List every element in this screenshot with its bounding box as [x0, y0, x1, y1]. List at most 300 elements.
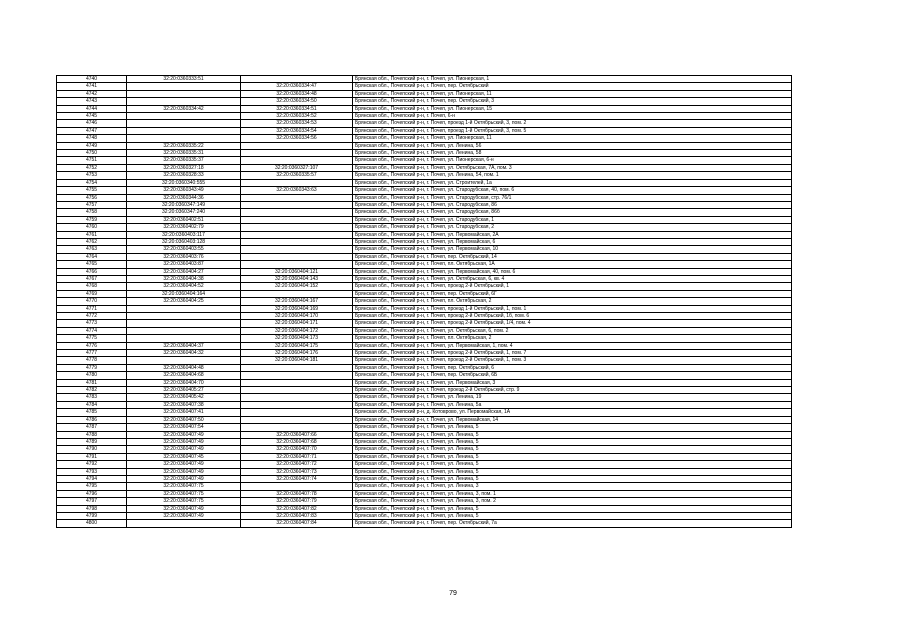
- row-number-cell: 4769: [57, 290, 127, 297]
- building-number-cell: [241, 231, 353, 238]
- building-number-cell: 32:20:0360404:175: [241, 342, 353, 349]
- parcel-number-cell: [127, 120, 241, 127]
- row-number-cell: 4762: [57, 238, 127, 245]
- parcel-number-cell: 32:20:0360404:70: [127, 379, 241, 386]
- row-number-cell: 4788: [57, 431, 127, 438]
- table-row: [57, 135, 792, 142]
- table-row: [57, 164, 792, 171]
- address-cell: Брянская обл., Почепский р-н, г. Почеп, пл. Октябрьская, 1А: [353, 261, 792, 268]
- address-cell: Брянская обл., Почепский р-н, д. Котоврово, ул. Первомайская, 1А: [353, 409, 792, 416]
- row-number-cell: 4798: [57, 505, 127, 512]
- row-number-cell: 4792: [57, 461, 127, 468]
- table-row: [57, 424, 792, 431]
- address-cell: Брянская обл., Почепский р-н, г. Почеп, ул. Первомайская, 3: [353, 379, 792, 386]
- row-number-cell: 4791: [57, 453, 127, 460]
- address-cell: Брянская обл., Почепский р-н, г. Почеп, ул. Первомайская, 1, пом. 4: [353, 342, 792, 349]
- address-cell: Брянская обл., Почепский р-н, г. Почеп, ул. Первомайская, 40, пом. 6: [353, 268, 792, 275]
- table-row: [57, 490, 792, 497]
- parcel-number-cell: [127, 135, 241, 142]
- building-number-cell: [241, 416, 353, 423]
- building-number-cell: 32:20:0360407:83: [241, 512, 353, 519]
- parcel-number-cell: [127, 83, 241, 90]
- row-number-cell: 4785: [57, 409, 127, 416]
- building-number-cell: [241, 224, 353, 231]
- table-row: [57, 246, 792, 253]
- table-row: [57, 179, 792, 186]
- parcel-number-cell: 32:20:0360335:37: [127, 157, 241, 164]
- table-row: [57, 401, 792, 408]
- building-number-cell: 32:20:0360407:68: [241, 438, 353, 445]
- row-number-cell: 4780: [57, 372, 127, 379]
- building-number-cell: 32:20:0360407:82: [241, 505, 353, 512]
- table-row: [57, 505, 792, 512]
- address-cell: Брянская обл., Почепский р-н, г. Почеп, ул. Стародубская, 1: [353, 216, 792, 223]
- building-number-cell: 32:20:0360404:171: [241, 320, 353, 327]
- table-row: [57, 209, 792, 216]
- building-number-cell: 32:20:0360334:54: [241, 127, 353, 134]
- parcel-number-cell: 32:20:0360407:75: [127, 483, 241, 490]
- address-cell: Брянская обл., Почепский р-н, г. Почеп, ул. Ленина, 58: [353, 150, 792, 157]
- table-row: [57, 194, 792, 201]
- page-number: 79: [449, 590, 457, 597]
- table-row: [57, 261, 792, 268]
- row-number-cell: 4757: [57, 201, 127, 208]
- address-cell: Брянская обл., Почепский р-н, г. Почеп, проезд 2-й Октябрьский, 1: [353, 283, 792, 290]
- row-number-cell: 4786: [57, 416, 127, 423]
- table-row: [57, 298, 792, 305]
- building-number-cell: 32:20:0360407:78: [241, 490, 353, 497]
- parcel-number-cell: 32:20:0360407:75: [127, 490, 241, 497]
- table-row: [57, 313, 792, 320]
- parcel-number-cell: 32:20:0360407:49: [127, 505, 241, 512]
- building-number-cell: 32:20:0360334:53: [241, 120, 353, 127]
- building-number-cell: [241, 424, 353, 431]
- row-number-cell: 4756: [57, 194, 127, 201]
- address-cell: Брянская обл., Почепский р-н, г. Почеп, ул. Пионерская, 1: [353, 76, 792, 83]
- building-number-cell: [241, 194, 353, 201]
- parcel-number-cell: 32:20:0360407:45: [127, 453, 241, 460]
- row-number-cell: 4750: [57, 150, 127, 157]
- address-cell: Брянская обл., Почепский р-н, г. Почеп, проезд 1-й Октябрьский, 3, пом. 2: [353, 120, 792, 127]
- building-number-cell: 32:20:0360334:50: [241, 98, 353, 105]
- table-row: [57, 290, 792, 297]
- building-number-cell: [241, 76, 353, 83]
- building-number-cell: 32:20:0360334:47: [241, 83, 353, 90]
- row-number-cell: 4771: [57, 305, 127, 312]
- parcel-number-cell: 32:20:0360407:49: [127, 468, 241, 475]
- table-row: [57, 357, 792, 364]
- row-number-cell: 4784: [57, 401, 127, 408]
- parcel-number-cell: [127, 98, 241, 105]
- parcel-number-cell: 32:20:0360327:18: [127, 164, 241, 171]
- parcel-number-cell: 32:20:0360407:75: [127, 498, 241, 505]
- row-number-cell: 4764: [57, 253, 127, 260]
- address-cell: Брянская обл., Почепский р-н, г. Почеп, ул. Ленина, 5: [353, 512, 792, 519]
- building-number-cell: 32:20:0360404:152: [241, 283, 353, 290]
- address-cell: Брянская обл., Почепский р-н, г. Почеп, ул. Пионерская, 11: [353, 90, 792, 97]
- row-number-cell: 4797: [57, 498, 127, 505]
- address-cell: Брянская обл., Почепский р-н, г. Почеп, ул. Строителей, 1а: [353, 179, 792, 186]
- parcel-number-cell: [127, 313, 241, 320]
- address-cell: Брянская обл., Почепский р-н, г. Почеп, пер. Октябрьский, 7а: [353, 520, 792, 527]
- table-row: [57, 394, 792, 401]
- row-number-cell: 4744: [57, 105, 127, 112]
- building-number-cell: [241, 394, 353, 401]
- table-row: [57, 498, 792, 505]
- parcel-number-cell: 32:20:0360407:54: [127, 424, 241, 431]
- building-number-cell: [241, 150, 353, 157]
- building-number-cell: [241, 209, 353, 216]
- building-number-cell: [241, 483, 353, 490]
- row-number-cell: 4772: [57, 313, 127, 320]
- address-cell: Брянская обл., Почепский р-н, г. Почеп, ул. Стародубская, стр. 76/1: [353, 194, 792, 201]
- address-cell: Брянская обл., Почепский р-н, г. Почеп, ул. Октябрьская, 6, кв. 4: [353, 275, 792, 282]
- address-cell: Брянская обл., Почепский р-н, г. Почеп, ул. Стародубская, 40, пом. 6: [353, 187, 792, 194]
- parcel-number-cell: 32:20:0360340:555: [127, 179, 241, 186]
- address-cell: Брянская обл., Почепский р-н, г. Почеп, ул. Ленина, 3, пом. 1: [353, 490, 792, 497]
- parcel-number-cell: 32:20:0360403:87: [127, 261, 241, 268]
- address-cell: Брянская обл., Почепский р-н, г. Почеп, ул. Ленина, 3, пом. 2: [353, 498, 792, 505]
- table-row: [57, 275, 792, 282]
- parcel-number-cell: 32:20:0360328:33: [127, 172, 241, 179]
- parcel-number-cell: 32:20:0360407:38: [127, 401, 241, 408]
- building-number-cell: [241, 364, 353, 371]
- parcel-number-cell: 32:20:0360407:41: [127, 409, 241, 416]
- table-row: [57, 83, 792, 90]
- address-cell: Брянская обл., Почепский р-н, г. Почеп, ул. Первомайская, 10: [353, 246, 792, 253]
- building-number-cell: [241, 216, 353, 223]
- table-row: [57, 379, 792, 386]
- parcel-number-cell: 32:20:0360404:25: [127, 298, 241, 305]
- address-cell: Брянская обл., Почепский р-н, г. Почеп, пер. Октябрьский, 6Б: [353, 372, 792, 379]
- address-cell: Брянская обл., Почепский р-н, г. Почеп, проезд 2-й Октябрьский, стр. 9: [353, 387, 792, 394]
- row-number-cell: 4795: [57, 483, 127, 490]
- parcel-number-cell: 32:20:0360405:27: [127, 387, 241, 394]
- row-number-cell: 4752: [57, 164, 127, 171]
- table-row: [57, 483, 792, 490]
- parcel-number-cell: 32:20:0360343:49: [127, 187, 241, 194]
- parcel-number-cell: 32:20:0360405:42: [127, 394, 241, 401]
- registry-table-body: [57, 76, 792, 528]
- row-number-cell: 4793: [57, 468, 127, 475]
- row-number-cell: 4746: [57, 120, 127, 127]
- building-number-cell: 32:20:0360407:79: [241, 498, 353, 505]
- table-row: [57, 453, 792, 460]
- row-number-cell: 4783: [57, 394, 127, 401]
- parcel-number-cell: 32:20:0360333:51: [127, 76, 241, 83]
- row-number-cell: 4789: [57, 438, 127, 445]
- building-number-cell: 32:20:0360404:173: [241, 335, 353, 342]
- row-number-cell: 4745: [57, 113, 127, 120]
- table-row: [57, 253, 792, 260]
- building-number-cell: [241, 238, 353, 245]
- table-row: [57, 216, 792, 223]
- building-number-cell: 32:20:0360404:121: [241, 268, 353, 275]
- row-number-cell: 4766: [57, 268, 127, 275]
- parcel-number-cell: 32:20:0360407:49: [127, 475, 241, 482]
- row-number-cell: 4759: [57, 216, 127, 223]
- table-row: [57, 150, 792, 157]
- address-cell: Брянская обл., Почепский р-н, г. Почеп, ул. Стародубская, 2: [353, 224, 792, 231]
- building-number-cell: [241, 179, 353, 186]
- row-number-cell: 4755: [57, 187, 127, 194]
- address-cell: Брянская обл., Почепский р-н, г. Почеп, ул. Ленина, 5: [353, 438, 792, 445]
- row-number-cell: 4794: [57, 475, 127, 482]
- building-number-cell: 32:20:0360327:107: [241, 164, 353, 171]
- row-number-cell: 4796: [57, 490, 127, 497]
- row-number-cell: 4761: [57, 231, 127, 238]
- building-number-cell: 32:20:0360404:167: [241, 298, 353, 305]
- row-number-cell: 4742: [57, 90, 127, 97]
- parcel-number-cell: 32:20:0360404:38: [127, 275, 241, 282]
- row-number-cell: 4751: [57, 157, 127, 164]
- building-number-cell: 32:20:0360404:169: [241, 305, 353, 312]
- row-number-cell: 4758: [57, 209, 127, 216]
- table-row: [57, 172, 792, 179]
- row-number-cell: 4763: [57, 246, 127, 253]
- table-row: [57, 431, 792, 438]
- parcel-number-cell: 32:20:0360347:149: [127, 201, 241, 208]
- building-number-cell: [241, 253, 353, 260]
- address-cell: Брянская обл., Почепский р-н, г. Почеп, проезд 2-й Октябрьский, 1б, пом. 6: [353, 313, 792, 320]
- address-cell: Брянская обл., Почепский р-н, г. Почеп, ул. Первомайская, 2А: [353, 231, 792, 238]
- row-number-cell: 4767: [57, 275, 127, 282]
- parcel-number-cell: 32:20:0360404:68: [127, 372, 241, 379]
- table-row: [57, 90, 792, 97]
- table-row: [57, 283, 792, 290]
- parcel-number-cell: 32:20:0360403:76: [127, 253, 241, 260]
- parcel-number-cell: 32:20:0360404:52: [127, 283, 241, 290]
- row-number-cell: 4800: [57, 520, 127, 527]
- address-cell: Брянская обл., Почепский р-н, г. Почеп, ул. Ленина, 5: [353, 424, 792, 431]
- row-number-cell: 4747: [57, 127, 127, 134]
- building-number-cell: 32:20:0360334:56: [241, 135, 353, 142]
- row-number-cell: 4790: [57, 446, 127, 453]
- row-number-cell: 4765: [57, 261, 127, 268]
- building-number-cell: 32:20:0360404:172: [241, 327, 353, 334]
- table-row: [57, 387, 792, 394]
- address-cell: Брянская обл., Почепский р-н, г. Почеп, проезд 1-й Октябрьский, 1, пом. 1: [353, 305, 792, 312]
- parcel-number-cell: 32:20:0360407:50: [127, 416, 241, 423]
- address-cell: Брянская обл., Почепский р-н, г. Почеп, ул. Ленина, 5: [353, 468, 792, 475]
- building-number-cell: 32:20:0360404:181: [241, 357, 353, 364]
- building-number-cell: [241, 157, 353, 164]
- parcel-number-cell: 32:20:0360407:49: [127, 431, 241, 438]
- building-number-cell: 32:20:0360407:72: [241, 461, 353, 468]
- table-row: [57, 364, 792, 371]
- building-number-cell: [241, 290, 353, 297]
- table-row: [57, 512, 792, 519]
- address-cell: Брянская обл., Почепский р-н, г. Почеп, пер. Октябрьский, 6: [353, 364, 792, 371]
- building-number-cell: 32:20:0360407:84: [241, 520, 353, 527]
- table-row: [57, 372, 792, 379]
- address-cell: Брянская обл., Почепский р-н, г. Почеп, 6-н: [353, 113, 792, 120]
- table-row: [57, 120, 792, 127]
- table-row: [57, 446, 792, 453]
- address-cell: Брянская обл., Почепский р-н, г. Почеп, ул. Первомайская, 6: [353, 238, 792, 245]
- parcel-number-cell: [127, 113, 241, 120]
- table-row: [57, 350, 792, 357]
- building-number-cell: [241, 261, 353, 268]
- row-number-cell: 4753: [57, 172, 127, 179]
- address-cell: Брянская обл., Почепский р-н, г. Почеп, ул. Октябрьская, 6, пом. 2: [353, 327, 792, 334]
- address-cell: Брянская обл., Почепский р-н, г. Почеп, ул. Пионерская, 15: [353, 105, 792, 112]
- building-number-cell: [241, 409, 353, 416]
- row-number-cell: 4774: [57, 327, 127, 334]
- parcel-number-cell: 32:20:0360402:79: [127, 224, 241, 231]
- building-number-cell: 32:20:0360335:57: [241, 172, 353, 179]
- parcel-number-cell: 32:20:0360403:117: [127, 231, 241, 238]
- parcel-number-cell: [127, 90, 241, 97]
- table-row: [57, 342, 792, 349]
- parcel-number-cell: 32:20:0360407:49: [127, 461, 241, 468]
- address-cell: Брянская обл., Почепский р-н, г. Почеп, ул. Пионерская, 11: [353, 135, 792, 142]
- building-number-cell: [241, 246, 353, 253]
- row-number-cell: 4776: [57, 342, 127, 349]
- parcel-number-cell: 32:20:0360407:49: [127, 512, 241, 519]
- parcel-number-cell: [127, 320, 241, 327]
- building-number-cell: [241, 379, 353, 386]
- building-number-cell: [241, 142, 353, 149]
- parcel-number-cell: 32:20:0360407:49: [127, 446, 241, 453]
- building-number-cell: 32:20:0360407:74: [241, 475, 353, 482]
- address-cell: Брянская обл., Почепский р-н, г. Почеп, ул. Октябрьская, 7А, пом. 3: [353, 164, 792, 171]
- parcel-number-cell: 32:20:0360404:32: [127, 350, 241, 357]
- table-row: [57, 238, 792, 245]
- address-cell: Брянская обл., Почепский р-н, г. Почеп, ул. Ленина, 5а: [353, 401, 792, 408]
- row-number-cell: 4740: [57, 76, 127, 83]
- parcel-number-cell: 32:20:0360404:27: [127, 268, 241, 275]
- parcel-number-cell: 32:20:0360404:48: [127, 364, 241, 371]
- table-row: [57, 187, 792, 194]
- address-cell: Брянская обл., Почепский р-н, г. Почеп, пл. Октябрьская, 2: [353, 298, 792, 305]
- address-cell: Брянская обл., Почепский р-н, г. Почеп, ул. Ленина, 19: [353, 394, 792, 401]
- building-number-cell: 32:20:0360404:143: [241, 275, 353, 282]
- address-cell: Брянская обл., Почепский р-н, г. Почеп, ул. Ленина, 5: [353, 453, 792, 460]
- table-row: [57, 76, 792, 83]
- table-row: [57, 142, 792, 149]
- table-row: [57, 268, 792, 275]
- parcel-number-cell: [127, 520, 241, 527]
- building-number-cell: 32:20:0360404:176: [241, 350, 353, 357]
- table-row: [57, 231, 792, 238]
- row-number-cell: 4748: [57, 135, 127, 142]
- table-row: [57, 409, 792, 416]
- address-cell: Брянская обл., Почепский р-н, г. Почеп, пл. Октябрьская, 2: [353, 335, 792, 342]
- address-cell: Брянская обл., Почепский р-н, г. Почеп, ул. Ленина, 5: [353, 461, 792, 468]
- parcel-number-cell: 32:20:0360404:37: [127, 342, 241, 349]
- address-cell: Брянская обл., Почепский р-н, г. Почеп, пер. Октябрьский, 3: [353, 98, 792, 105]
- address-cell: Брянская обл., Почепский р-н, г. Почеп, ул. Ленина, 56: [353, 142, 792, 149]
- parcel-number-cell: [127, 127, 241, 134]
- address-cell: Брянская обл., Почепский р-н, г. Почеп, пер. Октябрьский, 14: [353, 253, 792, 260]
- building-number-cell: 32:20:0360407:70: [241, 446, 353, 453]
- row-number-cell: 4775: [57, 335, 127, 342]
- building-number-cell: 32:20:0360334:48: [241, 90, 353, 97]
- row-number-cell: 4773: [57, 320, 127, 327]
- parcel-number-cell: 32:20:0360335:22: [127, 142, 241, 149]
- table-row: [57, 98, 792, 105]
- address-cell: Брянская обл., Почепский р-н, г. Почеп, проезд 2-й Октябрьский, 1/4, пом. 4: [353, 320, 792, 327]
- row-number-cell: 4778: [57, 357, 127, 364]
- table-row: [57, 520, 792, 527]
- building-number-cell: 32:20:0360343:63: [241, 187, 353, 194]
- address-cell: Брянская обл., Почепский р-н, г. Почеп, проезд 2-й Октябрьский, 1, пом. 7: [353, 350, 792, 357]
- address-cell: Брянская обл., Почепский р-н, г. Почеп, ул. Стародубская, 86: [353, 201, 792, 208]
- table-row: [57, 335, 792, 342]
- row-number-cell: 4749: [57, 142, 127, 149]
- building-number-cell: 32:20:0360407:66: [241, 431, 353, 438]
- row-number-cell: 4779: [57, 364, 127, 371]
- address-cell: Брянская обл., Почепский р-н, г. Почеп, ул. Ленина, 3: [353, 483, 792, 490]
- table-row: [57, 224, 792, 231]
- table-row: [57, 113, 792, 120]
- address-cell: Брянская обл., Почепский р-н, г. Почеп, пер. Октябрьский, 6Г: [353, 290, 792, 297]
- address-cell: Брянская обл., Почепский р-н, г. Почеп, ул. Ленина, 54, пом. 1: [353, 172, 792, 179]
- table-row: [57, 327, 792, 334]
- building-number-cell: [241, 372, 353, 379]
- building-number-cell: 32:20:0360407:73: [241, 468, 353, 475]
- address-cell: Брянская обл., Почепский р-н, г. Почеп, пер. Октябрьский: [353, 83, 792, 90]
- address-cell: Брянская обл., Почепский р-н, г. Почеп, ул. Ленина, 5: [353, 505, 792, 512]
- address-cell: Брянская обл., Почепский р-н, г. Почеп, проезд 2-й Октябрьский, 1, пом. 3: [353, 357, 792, 364]
- parcel-number-cell: 32:20:0360335:31: [127, 150, 241, 157]
- building-number-cell: [241, 387, 353, 394]
- building-number-cell: 32:20:0360404:170: [241, 313, 353, 320]
- row-number-cell: 4777: [57, 350, 127, 357]
- parcel-number-cell: 32:20:0360407:49: [127, 438, 241, 445]
- registry-table: [56, 75, 792, 528]
- building-number-cell: 32:20:0360334:52: [241, 113, 353, 120]
- row-number-cell: 4799: [57, 512, 127, 519]
- parcel-number-cell: [127, 335, 241, 342]
- table-row: [57, 157, 792, 164]
- table-row: [57, 320, 792, 327]
- address-cell: Брянская обл., Почепский р-н, г. Почеп, ул. Ленина, 5: [353, 475, 792, 482]
- table-row: [57, 127, 792, 134]
- address-cell: Брянская обл., Почепский р-н, г. Почеп, проезд 1-й Октябрьский, 3, пом. 5: [353, 127, 792, 134]
- building-number-cell: [241, 201, 353, 208]
- table-row: [57, 201, 792, 208]
- row-number-cell: 4754: [57, 179, 127, 186]
- parcel-number-cell: 32:20:0360334:42: [127, 105, 241, 112]
- address-cell: Брянская обл., Почепский р-н, г. Почеп, ул. Пионерская, 6-н: [353, 157, 792, 164]
- parcel-number-cell: 32:20:0360404:164: [127, 290, 241, 297]
- row-number-cell: 4782: [57, 387, 127, 394]
- building-number-cell: [241, 401, 353, 408]
- row-number-cell: 4787: [57, 424, 127, 431]
- row-number-cell: 4760: [57, 224, 127, 231]
- parcel-number-cell: [127, 327, 241, 334]
- row-number-cell: 4770: [57, 298, 127, 305]
- parcel-number-cell: [127, 357, 241, 364]
- row-number-cell: 4768: [57, 283, 127, 290]
- row-number-cell: 4781: [57, 379, 127, 386]
- table-row: [57, 475, 792, 482]
- row-number-cell: 4743: [57, 98, 127, 105]
- address-cell: Брянская обл., Почепский р-н, г. Почеп, ул. Ленина, 5: [353, 446, 792, 453]
- table-row: [57, 438, 792, 445]
- address-cell: Брянская обл., Почепский р-н, г. Почеп, ул. Первомайская, 14: [353, 416, 792, 423]
- parcel-number-cell: 32:20:0360344:36: [127, 194, 241, 201]
- parcel-number-cell: 32:20:0360403:128: [127, 238, 241, 245]
- address-cell: Брянская обл., Почепский р-н, г. Почеп, ул. Ленина, 5: [353, 431, 792, 438]
- building-number-cell: 32:20:0360334:51: [241, 105, 353, 112]
- table-row: [57, 416, 792, 423]
- parcel-number-cell: 32:20:0360347:240: [127, 209, 241, 216]
- building-number-cell: 32:20:0360407:71: [241, 453, 353, 460]
- address-cell: Брянская обл., Почепский р-н, г. Почеп, ул. Стародубская, 86б: [353, 209, 792, 216]
